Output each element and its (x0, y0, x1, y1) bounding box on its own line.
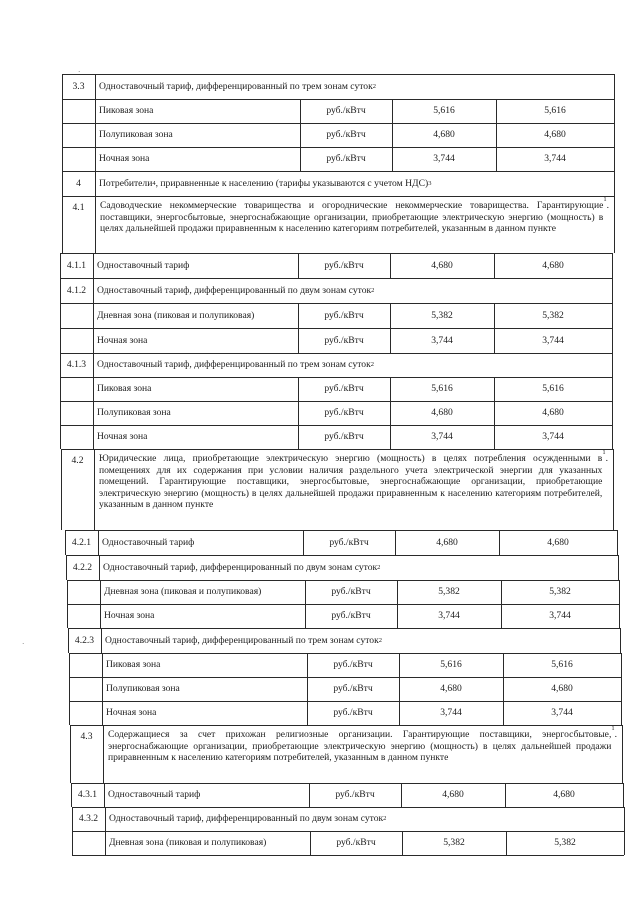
description-text: Садоводческие некоммерческие товарищества и огороднические некоммерческие товарищества. Гарантирующие поставщики, энергосбытовые, энергоснабжающие организации, приобретающие электрическую энергию (мощность) в целях дальнейшей продажи приравненным к населению категориям потребителей, указанным в данном пункте (100, 200, 604, 235)
column-rule (612, 425, 613, 449)
zone-label: Дневная зона (пиковая и полупиковая) (104, 586, 262, 597)
column-rule (612, 303, 613, 328)
column-rule (67, 604, 68, 628)
column-rule (613, 449, 614, 530)
tariff-value-second-half: 5,616 (551, 659, 573, 670)
tariff-value-second-half: 3,744 (544, 153, 566, 164)
zone-label: Полупиковая зона (106, 683, 180, 694)
heading-text: Одноставочный тариф, дифференцированный по двум зонам суток (109, 813, 384, 824)
column-rule (621, 653, 622, 677)
section-heading: Одноставочный тариф, дифференцированный по двум зонам суток 2 (109, 813, 387, 824)
column-rule (612, 328, 613, 353)
unit-label: руб./кВтч (324, 259, 364, 271)
zone-label: Дневная зона (пиковая и полупиковая) (109, 837, 267, 848)
tariff-value-second-half: 5,382 (554, 837, 576, 848)
scan-mark: · (78, 68, 81, 76)
column-rule (60, 377, 61, 401)
zone-label: Пиковая зона (106, 659, 161, 670)
column-rule (69, 701, 70, 725)
tariff-value-first-half: 5,382 (438, 586, 460, 597)
column-rule (62, 147, 63, 171)
tariff-value-second-half: 5,382 (549, 586, 571, 597)
unit-label: руб./кВтч (333, 707, 373, 718)
column-rule (62, 123, 63, 147)
column-rule (623, 783, 624, 807)
tariff-value-second-half: 5,616 (542, 383, 564, 394)
tariff-value-first-half: 5,382 (431, 309, 453, 321)
tariff-value-second-half: 5,616 (544, 105, 566, 116)
heading-text: Одноставочный тариф, дифференцированный по трем зонам суток (97, 359, 371, 370)
heading-text: Одноставочный тариф, дифференцированный по двум зонам суток (103, 561, 378, 573)
tariff-value-second-half: 4,680 (542, 407, 564, 418)
column-rule (614, 74, 615, 99)
column-rule (69, 677, 70, 701)
unit-label: руб./кВтч (324, 431, 364, 442)
unit-label: руб./кВтч (329, 536, 369, 548)
row-number: 4 (76, 177, 81, 189)
unit-label: руб./кВтч (324, 407, 364, 418)
tariff-value-second-half: 3,744 (551, 707, 573, 718)
description-end: . (606, 200, 609, 211)
tariff-value-first-half: 4,680 (433, 129, 455, 140)
tariff-value-first-half: 3,744 (440, 707, 462, 718)
heading-text: Одноставочный тариф, дифференцированный по трем зонам суток (99, 80, 373, 92)
tariff-value-second-half: 4,680 (542, 259, 564, 271)
zone-label: Ночная зона (97, 431, 148, 442)
column-rule (62, 99, 63, 123)
tariff-value-second-half: 4,680 (547, 536, 569, 548)
column-rule (614, 147, 615, 171)
column-rule (614, 171, 615, 196)
column-rule (69, 653, 70, 677)
column-rule (612, 278, 613, 303)
section-description: Содержащиеся за счет прихожан религиозные организации. Гарантирующие поставщики, энергосбытовые, энергоснабжающие организации, приобретающие электрическую энергию (мощность) в целях дальнейшей продажи приравненным к населению категориям потребителей, указанным в данном пункте 1 . (108, 725, 617, 764)
column-rule (614, 196, 615, 253)
section-heading: Одноставочный тариф, дифференцированный по трем зонам суток 2 (97, 359, 375, 370)
tariff-value-first-half: 5,616 (431, 383, 453, 394)
tariff-label: Одноставочный тариф (108, 789, 201, 800)
tariff-value-first-half: 5,616 (440, 659, 462, 670)
unit-label: руб./кВтч (324, 309, 364, 321)
tariff-value-first-half: 3,744 (438, 610, 460, 621)
tariff-value-first-half: 4,680 (440, 683, 462, 694)
column-rule (618, 555, 619, 580)
column-rule (624, 831, 625, 855)
unit-label: руб./кВтч (324, 383, 364, 394)
column-rule (612, 253, 613, 278)
row-number: 4.1.2 (66, 284, 87, 296)
zone-label: Ночная зона (104, 610, 155, 621)
row-number: 4.2.2 (72, 561, 93, 573)
unit-label: руб./кВтч (335, 789, 375, 800)
tariff-value-first-half: 4,680 (442, 789, 464, 800)
column-rule (619, 604, 620, 628)
section-heading: Одноставочный тариф, дифференцированный по трем зонам суток 2 (105, 634, 383, 646)
unit-label: руб./кВтч (326, 129, 366, 140)
column-rule (621, 701, 622, 725)
column-rule (612, 377, 613, 401)
unit-label: руб./кВтч (331, 610, 371, 621)
heading-text: Потребители (99, 177, 153, 189)
section-heading: Потребители 4 , приравненные к населению (тарифы указываются с учетом НДС) 3 (99, 177, 432, 189)
tariff-value-second-half: 3,744 (549, 610, 571, 621)
heading-text: Одноставочный тариф, дифференцированный по трем зонам суток (105, 634, 379, 646)
row-number: 4.2.3 (74, 634, 95, 646)
zone-label: Ночная зона (97, 334, 148, 346)
column-rule (620, 628, 621, 653)
row-number: 3.3 (72, 80, 85, 92)
column-rule (621, 677, 622, 701)
column-rule (619, 580, 620, 604)
tariff-value-first-half: 4,680 (436, 536, 458, 548)
row-number: 4.2 (71, 455, 84, 466)
unit-label: руб./кВтч (326, 153, 366, 164)
tariff-value-second-half: 3,744 (542, 431, 564, 442)
column-rule (60, 328, 61, 353)
column-rule (67, 580, 68, 604)
tariff-value-second-half: 4,680 (544, 129, 566, 140)
tariff-value-first-half: 5,382 (443, 837, 465, 848)
unit-label: руб./кВтч (324, 334, 364, 346)
zone-label: Пиковая зона (97, 383, 152, 394)
unit-label: руб./кВтч (333, 683, 373, 694)
description-text: Юридические лица, приобретающие электрическую энергию (мощность) в целях потребления осужденными в помещениях для их содержания при условии наличия раздельного учета электрической энергии для указанных помещений. Гарантирующие поставщики, энергосбытовые, энергоснабжающие организации, приобретающие электрическую энергию (мощность) в целях дальнейшей продажи приравненным к населению категориям потребителей, указанным в данном пункте (99, 453, 603, 511)
section-heading: Одноставочный тариф, дифференцированный по трем зонам суток 2 (99, 80, 377, 92)
tariff-value-second-half: 5,382 (542, 309, 564, 321)
row-number: 4.2.1 (71, 536, 92, 548)
zone-label: Дневная зона (пиковая и полупиковая) (97, 309, 255, 321)
unit-label: руб./кВтч (331, 586, 371, 597)
column-rule (617, 530, 618, 555)
tariff-value-first-half: 3,744 (431, 431, 453, 442)
zone-label: Ночная зона (106, 707, 157, 718)
column-rule (612, 401, 613, 425)
unit-label: руб./кВтч (326, 105, 366, 116)
tariff-label: Одноставочный тариф (102, 536, 195, 548)
tariff-label: Одноставочный тариф (97, 259, 190, 271)
description-end: . (614, 729, 617, 740)
row-number: 4.3.1 (77, 789, 98, 800)
tariff-value-second-half: 4,680 (553, 789, 575, 800)
column-rule (72, 831, 73, 855)
column-rule (624, 807, 625, 831)
tariff-value-first-half: 5,616 (433, 105, 455, 116)
section-description: Садоводческие некоммерческие товарищества и огороднические некоммерческие товарищества. Гарантирующие поставщики, энергосбытовые, энергоснабжающие организации, приобретающие электрическую энергию (мощность) в целях дальнейшей продажи приравненным к населению категориям потребителей, указанным в данном пункте 1 . (100, 196, 609, 235)
tariff-value-first-half: 4,680 (431, 259, 453, 271)
tariff-value-first-half: 4,680 (431, 407, 453, 418)
heading-text: Одноставочный тариф, дифференцированный по двум зонам суток (97, 284, 372, 296)
column-rule (612, 353, 613, 377)
column-rule (622, 725, 623, 783)
tariff-value-second-half: 4,680 (551, 683, 573, 694)
section-description: Юридические лица, приобретающие электрическую энергию (мощность) в целях потребления осужденными в помещениях для их содержания при условии наличия раздельного учета электрической энергии для указанных помещений. Гарантирующие поставщики, энергосбытовые, энергоснабжающие организации, приобретающие электрическую энергию (мощность) в целях дальнейшей продажи приравненным к населению категориям потребителей, указанным в данном пункте 1 . (99, 449, 608, 511)
zone-label: Полупиковая зона (99, 129, 173, 140)
zone-label: Пиковая зона (99, 105, 154, 116)
description-end: . (605, 453, 608, 464)
scan-mark: · (22, 640, 25, 648)
unit-label: руб./кВтч (333, 659, 373, 670)
heading-suffix: , приравненные к населению (тарифы указываются с учетом НДС) (155, 177, 429, 189)
description-text: Содержащиеся за счет прихожан религиозные организации. Гарантирующие поставщики, энергосбытовые, энергоснабжающие организации, приобретающие электрическую энергию (мощность) в целях дальнейшей продажи приравненным к населению категориям потребителей, указанным в данном пункте (108, 729, 612, 764)
zone-label: Ночная зона (99, 153, 150, 164)
row-number: 4.3 (80, 731, 93, 742)
column-rule (60, 303, 61, 328)
row-number: 4.1 (72, 202, 85, 213)
row-number: 4.1.1 (66, 259, 87, 271)
tariff-value-first-half: 3,744 (431, 334, 453, 346)
row-rule (72, 855, 624, 856)
unit-label: руб./кВтч (336, 837, 376, 848)
column-rule (614, 123, 615, 147)
section-heading: Одноставочный тариф, дифференцированный по двум зонам суток 2 (103, 561, 381, 573)
tariff-value-second-half: 3,744 (542, 334, 564, 346)
tariff-value-first-half: 3,744 (433, 153, 455, 164)
column-rule (60, 425, 61, 449)
zone-label: Полупиковая зона (97, 407, 171, 418)
section-heading: Одноставочный тариф, дифференцированный по двум зонам суток 2 (97, 284, 375, 296)
column-rule (614, 99, 615, 123)
row-number: 4.1.3 (66, 359, 87, 370)
row-number: 4.3.2 (78, 813, 99, 824)
column-rule (60, 401, 61, 425)
